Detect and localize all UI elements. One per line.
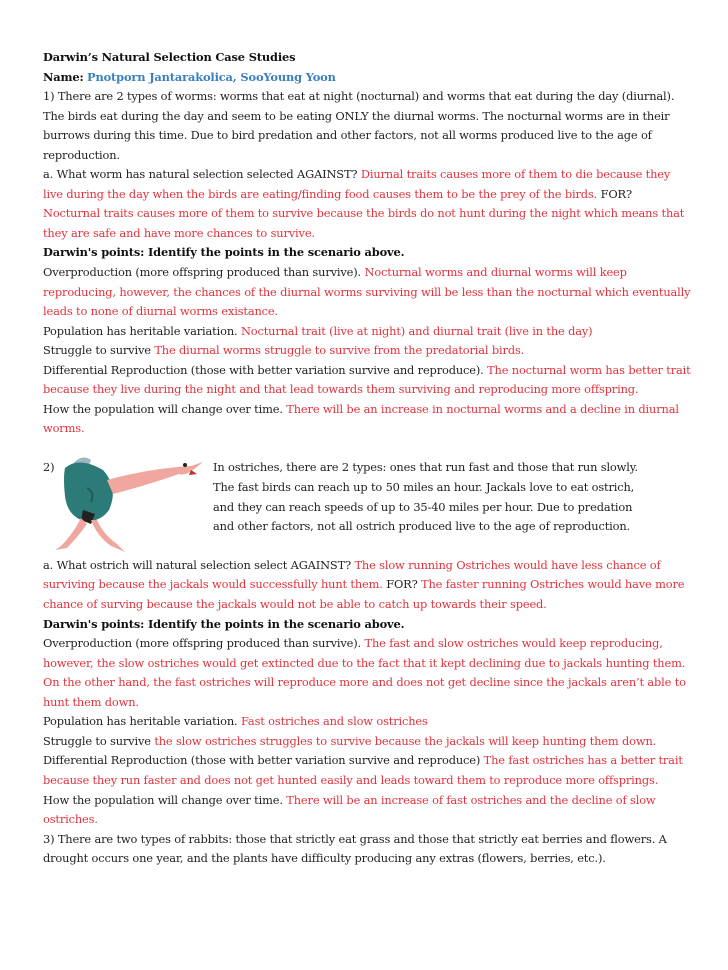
case2-intro-block <box>43 458 691 556</box>
case1-intro: 1) There are 2 types of worms: worms that eat at night (nocturnal) and worms that eat during the day (diurnal). The birds eat during the day and seem to be eating ONLY the diurnal worms. The nocturnal worms are in their burrows during this time. Due to bird predation and other factors, not all worms produced live to the age of reproduction. <box>43 89 675 162</box>
point: Population has heritable variation. Fast ostriches and slow ostriches <box>43 714 428 729</box>
case2-question: a. What ostrich will natural selection select AGAINST? The slow running Ostriches would have less chance of surviving because the jackals would successfully hunt them. FOR? The faster running Ostriches would have more chance of surving because the jackals would not be able to catch up towards their speed. <box>43 557 685 612</box>
answer: The slow running Ostriches would have less chance of surviving because the jackals would successfully hunt them. <box>43 557 661 592</box>
point: Struggle to survive The diurnal worms struggle to survive from the predatorial birds. <box>43 343 525 358</box>
point: Overproduction (more offspring produced than survive). Nocturnal worms and diurnal worms will keep reproducing, however, the chances of the diurnal worms surviving will be less than the nocturnal which eventually leads to none of diurnal worms existance. <box>43 265 691 319</box>
answer: Nocturnal traits causes more of them to survive because the birds do not hunt during the night which means that they are safe and have more chances to survive. <box>43 206 685 240</box>
answer: The faster running Ostriches would have more chance of surving because the jackals would not be able to catch up towards their speed. <box>43 577 685 612</box>
case1-points-heading: Darwin's points: Identify the points in the scenario above. <box>43 245 405 260</box>
case2-points-heading: Darwin's points: Identify the points in the scenario above. <box>43 616 405 631</box>
point: Differential Reproduction (those with better variation survive and reproduce) The fast ostriches has a better trait because they run faster and does not get hunted easily and leads toward them to reproduce more offsprings. <box>43 753 683 787</box>
student-names: Pnotporn Jantarakolica, SooYoung Yoon <box>87 69 336 84</box>
case3-intro: 3) There are two types of rabbits: those that strictly eat grass and those that strictly eat berries and flowers. A drought occurs one year, and the plants have difficulty producing any extras (flowers, berries, etc.). <box>43 831 667 866</box>
point: Population has heritable variation. Nocturnal trait (live at night) and diurnal trait (live in the day) <box>43 323 593 338</box>
point: Struggle to survive the slow ostriches struggles to survive because the jackals will keep hunting them down. <box>43 733 657 748</box>
document-body <box>43 48 691 869</box>
case1-question: a. What worm has natural selection selected AGAINST? Diurnal traits causes more of them to die because they live during the day when the birds are eating/finding food causes them to be the prey of the birds. FOR? Nocturnal traits causes more of them to survive because the birds do not hunt during the night which means that they are safe and have more chances to survive. <box>43 167 685 240</box>
case2-intro: In ostriches, there are 2 types: ones that run fast and those that run slowly. The fast birds can reach up to 50 miles an hour. Jackals love to eat ostrich, and they can reach speeds of up to 35-40 miles per hour. Due to predation and other factors, not all ostrich produced live to the age of reproduction. <box>213 460 638 534</box>
ostrich-illustration <box>51 448 211 558</box>
case2-number: 2) <box>43 460 55 475</box>
point: Overproduction (more offspring produced than survive). The fast and slow ostriches would keep reproducing, however, the slow ostriches would get extincted due to the fact that it kept declining due to jackals hunting them. On the other hand, the fast ostriches will reproduce more and does not get decline since the jackals aren’t able to hunt them down. <box>43 636 686 709</box>
name-line: Name: Pnotporn Jantarakolica, SooYoung Yoon <box>43 69 336 84</box>
point: Differential Reproduction (those with better variation survive and reproduce). The nocturnal worm has better trait because they live during the night and that lead towards them surviving and reproducing more offspring. <box>43 362 691 397</box>
document-title: Darwin’s Natural Selection Case Studies <box>43 50 296 64</box>
answer: Diurnal traits causes more of them to die because they live during the day when the birds are eating/finding food causes them to be the prey of the birds. <box>43 167 671 201</box>
point: How the population will change over time. There will be an increase of fast ostriches and the decline of slow ostriches. <box>43 792 656 827</box>
point: How the population will change over time. There will be an increase in nocturnal worms and a decline in diurnal worms. <box>43 401 679 436</box>
